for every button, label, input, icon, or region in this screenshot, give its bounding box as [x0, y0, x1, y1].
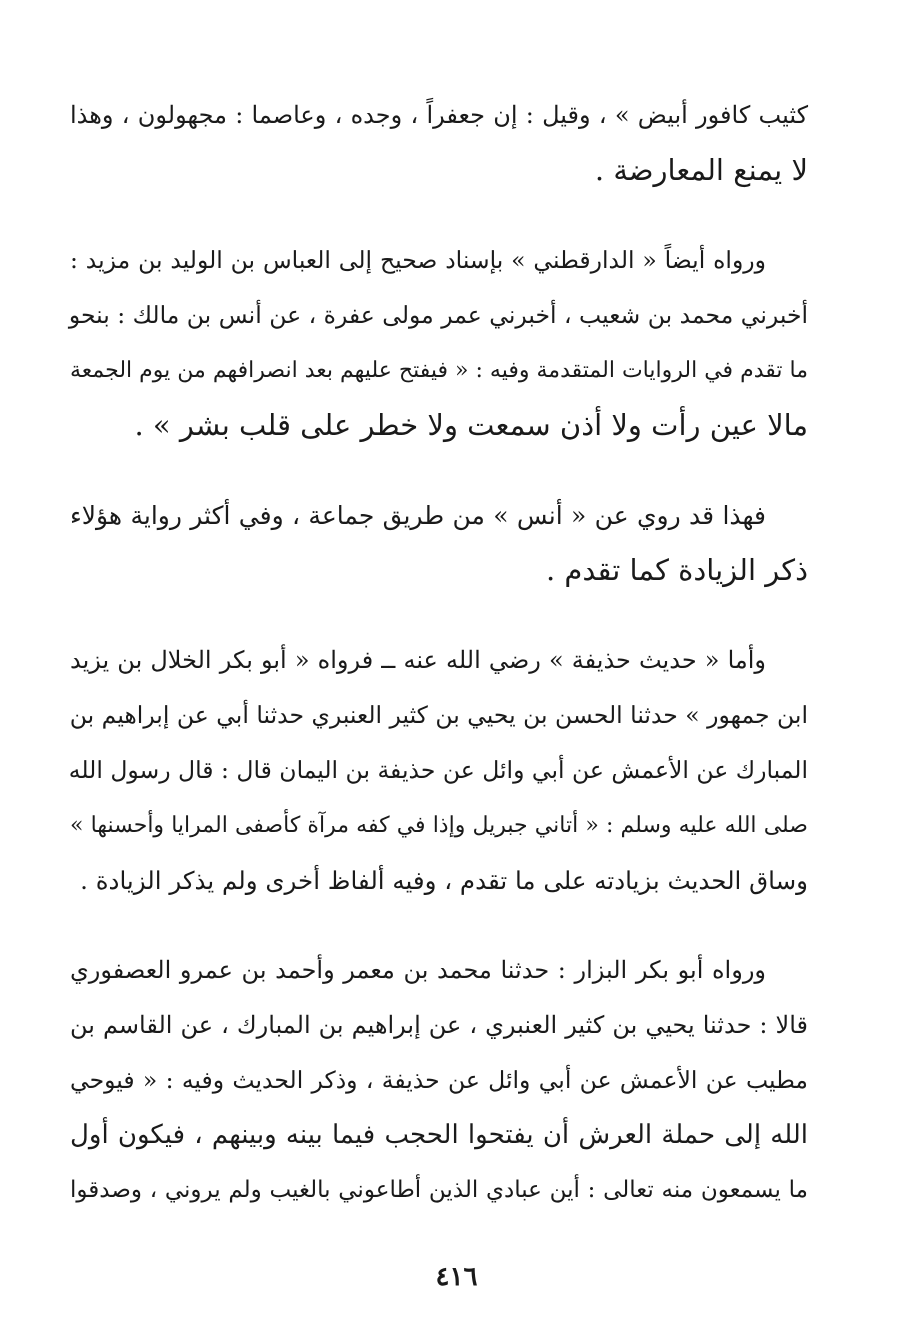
text-line: مالا عين رأت ولا أذن سمعت ولا خطر على قلب بشر » .	[134, 408, 808, 442]
text-line: ورواه أيضاً « الدارقطني » بإسناد صحيح إلى العباس بن الوليد بن مزيد :	[70, 246, 766, 274]
text-line: قالا : حدثنا يحيي بن كثير العنبري ، عن إبراهيم بن المبارك ، عن القاسم بن	[70, 1011, 808, 1039]
text-line: وساق الحديث بزيادته على ما تقدم ، وفيه ألفاظ أخرى ولم يذكر الزيادة .	[80, 866, 808, 895]
page-number: ٤١٦	[435, 1262, 478, 1292]
text-line: ابن جمهور » حدثنا الحسن بن يحيي بن كثير العنبري حدثنا أبي عن إبراهيم بن	[69, 701, 808, 729]
paragraph-5	[70, 943, 808, 1218]
text-line: الله إلى حملة العرش أن يفتحوا الحجب فيما بينه وبينهم ، فيكون أول	[70, 1120, 808, 1150]
text-line: ذكر الزيادة كما تقدم .	[545, 553, 808, 587]
paragraph-4	[70, 633, 808, 908]
paragraph-1	[70, 88, 808, 198]
paragraph-2	[70, 233, 808, 453]
text-line: مطيب عن الأعمش عن أبي وائل عن حذيفة ، وذكر الحديث وفيه : « فيوحي	[70, 1066, 808, 1094]
text-line: المبارك عن الأعمش عن أبي وائل عن حذيفة بن اليمان قال : قال رسول الله	[68, 756, 808, 784]
text-line: وأما « حديث حذيفة » رضي الله عنه ــ فرواه « أبو بكر الخلال بن يزيد	[70, 646, 766, 674]
text-line: فهذا قد روي عن « أنس » من طريق جماعة ، وفي أكثر رواية هؤلاء	[70, 501, 766, 530]
text-line: أخبرني محمد بن شعيب ، أخبرني عمر مولى عفرة ، عن أنس بن مالك : بنحو	[68, 301, 808, 329]
text-line: كثيب كافور أبيض » ، وقيل : إن جعفراً ، وجده ، وعاصما : مجهولون ، وهذا	[70, 101, 808, 129]
text-line: ما يسمعون منه تعالى : أين عبادي الذين أطاعوني بالغيب ولم يروني ، وصدقوا	[70, 1177, 808, 1203]
paragraph-3	[70, 488, 808, 598]
page-body	[70, 88, 808, 1253]
text-line: ورواه أبو بكر البزار : حدثنا محمد بن معمر وأحمد بن عمرو العصفوري	[70, 956, 766, 984]
text-line: صلى الله عليه وسلم : « أتاني جبريل وإذا في كفه مرآة كأصفى المرايا وأحسنها »	[70, 813, 808, 838]
text-line: لا يمنع المعارضة .	[594, 153, 808, 187]
text-line: ما تقدم في الروايات المتقدمة وفيه : « فيفتح عليهم بعد انصرافهم من يوم الجمعة	[70, 358, 808, 383]
